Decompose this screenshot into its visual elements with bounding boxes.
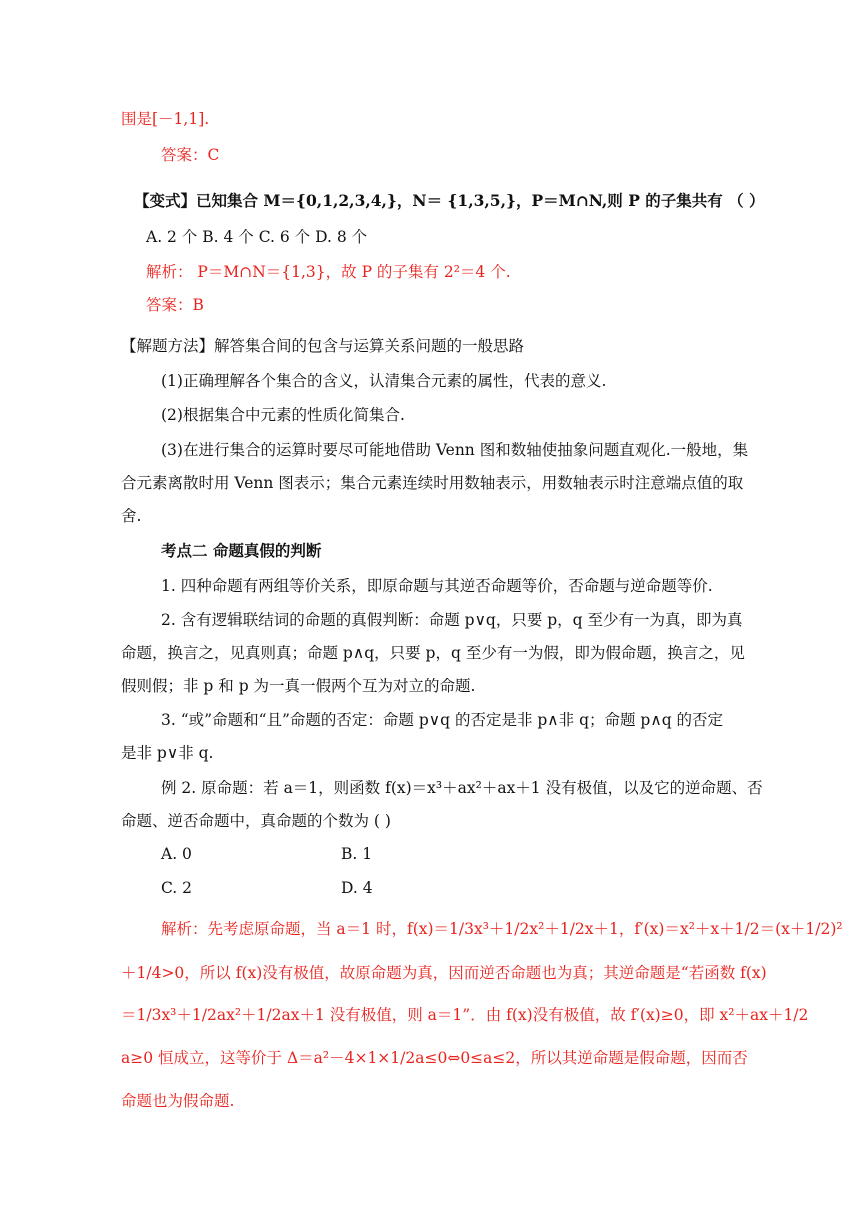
example-question: 命题、逆否命题中，真命题的个数为 ( ) [121,812,391,830]
paragraph-line: 是非 p∨非 q. [121,744,214,762]
variant-answer: 答案：B [146,296,204,314]
option-c: C. 2 [161,879,193,897]
method-heading: 【解题方法】解答集合间的包含与运算关系问题的一般思路 [121,337,525,355]
method-item: (1)正确理解各个集合的含义，认清集合元素的属性，代表的意义. [161,372,607,390]
text-line: 围是[－1,1]. [121,110,210,128]
section-heading: 考点二 命题真假的判断 [161,541,322,560]
option-a: A. 0 [161,845,192,863]
solution-line: 命题也为假命题. [121,1092,235,1110]
paragraph-line: 命题，换言之，见真则真；命题 p∧q，只要 p，q 至少有一为假，即为假命题，换言之，见 [121,644,745,662]
paragraph-line: 1. 四种命题有两组等价关系，即原命题与其逆否命题等价，否命题与逆命题等价. [161,577,713,595]
solution-line: 解析：先考虑原命题，当 a＝1 时，f(x)＝1/3x³＋1/2x²＋1/2x＋1，f′(x)＝x²＋x＋1/2＝(x＋1/2)² [161,920,843,938]
method-item: 合元素离散时用 Venn 图表示；集合元素连续时用数轴表示，用数轴表示时注意端点值的取 [121,474,744,492]
example-question: 例 2. 原命题：若 a＝1，则函数 f(x)＝x³＋ax²＋ax＋1 没有极值，以及它的逆命题、否 [161,779,763,797]
solution-line: ＝1/3x³＋1/2ax²＋1/2ax＋1 没有极值，则 a＝1”．由 f(x)没有极值，故 f′(x)≥0，即 x²＋ax＋1/2 [121,1006,809,1024]
answer-line: 答案：C [161,146,220,164]
variant-options: A. 2 个 B. 4 个 C. 6 个 D. 8 个 [146,228,368,246]
method-item: (3)在进行集合的运算时要尽可能地借助 Venn 图和数轴使抽象问题直观化.一般地，集 [161,441,749,459]
option-d: D. 4 [341,879,373,897]
paragraph-line: 2. 含有逻辑联结词的命题的真假判断：命题 p∨q，只要 p，q 至少有一为真，即为真 [161,611,743,629]
solution-line: ＋1/4>0，所以 f(x)没有极值，故原命题为真，因而逆否命题也为真；其逆命题是“若函数 f(x) [121,964,767,982]
option-b: B. 1 [341,845,373,863]
variant-solution: 解析： P＝M∩N＝{1,3}，故 P 的子集有 2²＝4 个. [146,263,511,281]
paragraph-line: 假则假；非 p 和 p 为一真一假两个互为对立的命题. [121,677,476,695]
method-item: (2)根据集合中元素的性质化简集合. [161,406,405,424]
method-item: 舍. [121,507,142,525]
solution-line: a≥0 恒成立，这等价于 Δ＝a²－4×1×1/2a≤0⇔0≤a≤2，所以其逆命题是假命题，因而否 [121,1049,748,1067]
paragraph-line: 3. “或”命题和“且”命题的否定：命题 p∨q 的否定是非 p∧非 q；命题 p∧q 的否定 [161,711,724,729]
variant-question: 【变式】已知集合 M＝{0,1,2,3,4,}，N＝ {1,3,5,}，P＝M∩N,则 P 的子集共有 （ ） [134,191,765,210]
